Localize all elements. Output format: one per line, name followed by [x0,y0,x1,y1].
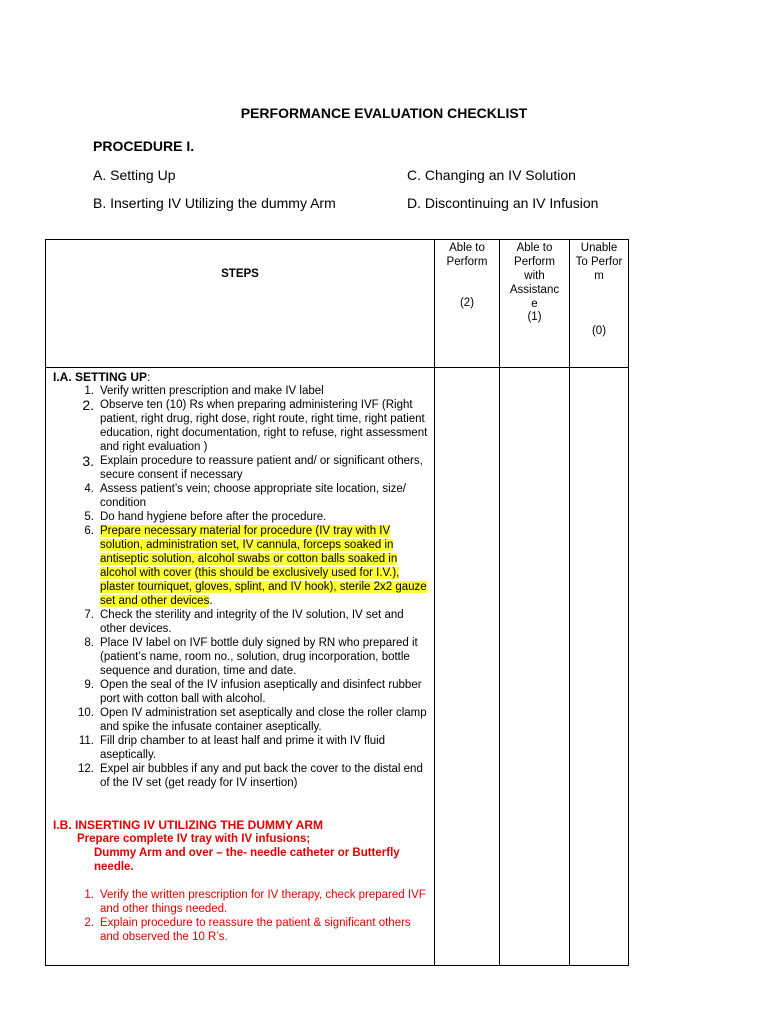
list-item: 8. Place IV label on IVF bottle duly signed by RN who prepared it (patient’s name, room no., solution, drug incorporation, bottle sequence and duration, time and date. [84,637,418,677]
with-assistance-label: Able to Perform with Assistanc e [509,242,560,310]
list-item: 6. Prepare necessary material for procedure (IV tray with IV solution, administration set, IV cannula, forceps soaked in antiseptic solution, alcohol swabs or cotton balls soaked in alcohol with cover (this should be exclusively used for I.V.), plaster tourniquet, gloves, splint, and IV hook), sterile 2x2 gauze set and other devices. [84,525,427,607]
able-to-perform-label: Able to Perform [446,242,488,268]
document-title: PERFORMANCE EVALUATION CHECKLIST [240,105,528,121]
unable-to-perform-cell [570,368,629,966]
steps-cell [46,368,435,966]
able-to-perform-cell [435,368,500,966]
list-item: 9. Open the seal of the IV infusion aseptically and disinfect rubber port with cotton ball with alcohol. [84,679,422,705]
procedure-heading: PROCEDURE I. [93,138,195,154]
option-setting-up: A. Setting Up [93,167,176,183]
list-item: 11. Fill drip chamber to at least half and prime it with IV fluid aseptically. [78,735,386,761]
list-item: 10. Open IV administration set aseptically and close the roller clamp and spike the infusate container aseptically. [78,707,427,733]
option-inserting-iv: B. Inserting IV Utilizing the dummy Arm [93,195,336,211]
list-item: 12. Expel air bubbles if any and put back the cover to the distal end of the IV set (get ready for IV insertion) [78,763,423,789]
list-item: 3. Explain procedure to reassure patient and/ or significant others, secure consent if necessary [82,453,423,481]
section-b-list [53,888,428,944]
option-changing-iv: C. Changing an IV Solution [407,167,576,183]
with-assistance-score: (1) [527,311,542,323]
list-item: 2. Explain procedure to reassure the patient & significant others and observed the 10 R’s. [84,917,411,943]
with-assistance-cell [500,368,570,966]
option-discontinuing-iv: D. Discontinuing an IV Infusion [407,195,599,211]
list-item: 7. Check the sterility and integrity of the IV solution, IV set and other devices. [84,609,404,635]
unable-to-perform-header [570,240,629,368]
list-item: 5. Do hand hygiene before after the procedure. [84,511,327,523]
section-a-list [53,384,428,790]
list-item: 1. Verify the written prescription for IV therapy, check prepared IVF and other things needed. [84,889,426,915]
table-body-row [46,368,629,966]
unable-to-perform-score: (0) [591,325,607,337]
steps-column-header: STEPS [46,240,435,368]
list-item: 1. Verify written prescription and make IV label [84,385,324,397]
table-header-row [46,240,629,368]
section-b-heading: I.B. INSERTING IV UTILIZING THE DUMMY ARM [53,818,323,832]
checklist-table [45,239,629,966]
section-b-prep-line1: Prepare complete IV tray with IV infusions; [77,833,311,845]
with-assistance-header [500,240,570,368]
section-a-heading: I.A. SETTING UP: [53,370,151,384]
list-item: 2. Observe ten (10) Rs when preparing administering IVF (Right patient, right drug, right dose, right route, right time, right patient education, right documentation, right to refuse, right assessment and right evaluation ) [82,397,428,453]
unable-to-perform-label: Unable To Perfor m [575,242,623,282]
able-to-perform-header [435,240,500,368]
able-to-perform-score: (2) [459,297,475,309]
section-b-prep-line2: Dummy Arm and over – the- needle catheter or Butterfly needle. [94,847,400,873]
highlighted-text: Prepare necessary material for procedure (IV tray with IV solution, administration set, IV cannula, forceps soaked in antiseptic solution, alcohol swabs or cotton balls soaked in alcohol with cover (this should be exclusively used for I.V.), plaster tourniquet, gloves, splint, and IV hook), sterile 2x2 gauze set and other devices [100,525,427,607]
list-item: 4. Assess patient’s vein; choose appropriate site location, size/ condition [84,483,406,509]
